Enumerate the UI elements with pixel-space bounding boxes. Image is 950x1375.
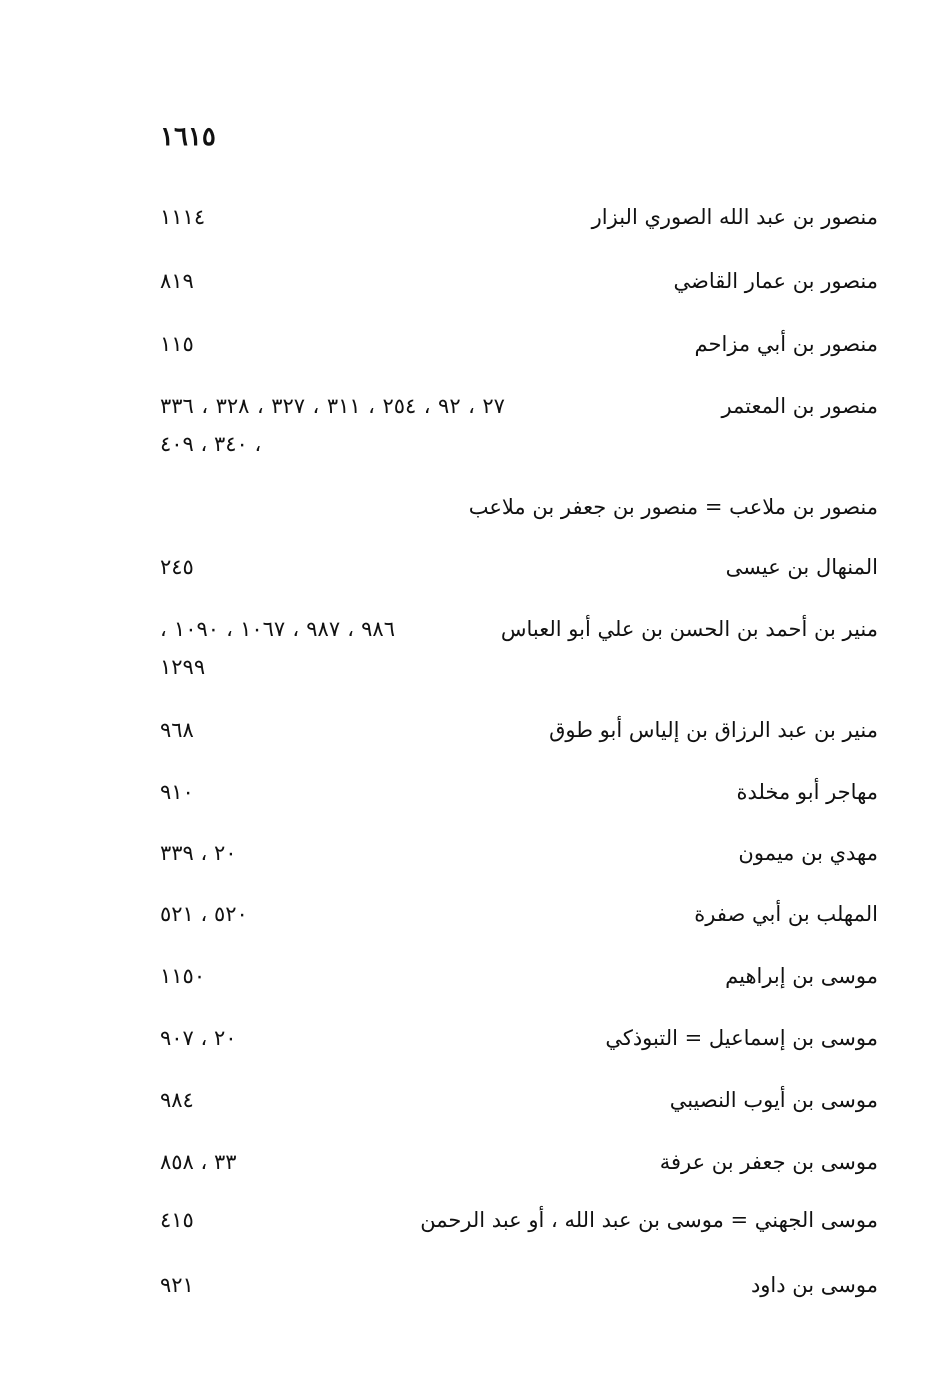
entry-page-refs: ٢٧ ، ٩٢ ، ٢٥٤ ، ٣١١ ، ٣٢٧ ، ٣٢٨ ، ٣٣٦ ، ٣٤٠ ، ٤٠٩ [160, 394, 505, 456]
entry-name: منصور بن أبي مزاحم [694, 332, 878, 356]
entry-name: موسى الجهني = موسى بن عبد الله ، أو عبد الرحمن [420, 1208, 878, 1232]
entry-name: المنهال بن عيسى [725, 555, 878, 579]
entry-name: موسى بن أيوب النصيبي [669, 1088, 878, 1112]
entry-page-refs: ٤١٥ [160, 1208, 194, 1232]
entry-page-refs: ٩٨٦ ، ٩٨٧ ، ١٠٦٧ ، ١٠٩٠ ، ١٢٩٩ [160, 617, 395, 679]
entry-page-refs: ٢٤٥ [160, 555, 194, 579]
entry-name: منصور بن ملاعب = منصور بن جعفر بن ملاعب [468, 495, 878, 519]
entry-name: منصور بن عبد الله الصوري البزار [591, 205, 878, 229]
entry-page-refs: ٩٢١ [160, 1273, 194, 1297]
entry-name: منير بن أحمد بن الحسن بن علي أبو العباس [500, 617, 878, 641]
entry-page-refs: ٩١٠ [160, 780, 194, 804]
entry-page-refs: ٥٢٠ ، ٥٢١ [160, 902, 248, 926]
page-number: ١٦١٥ [160, 122, 216, 152]
entry-name: موسى بن داود [750, 1273, 878, 1297]
entry-name: منير بن عبد الرزاق بن إلياس أبو طوق [549, 718, 878, 742]
entry-page-refs: ٢٠ ، ٩٠٧ [160, 1026, 237, 1050]
entry-name: المهلب بن أبي صفرة [694, 902, 878, 926]
entry-page-refs: ٩٦٨ [160, 718, 194, 742]
entry-page-refs: ٢٠ ، ٣٣٩ [160, 841, 237, 865]
entry-page-refs: ٩٨٤ [160, 1088, 194, 1112]
entry-page-refs: ٨١٩ [160, 269, 194, 293]
entry-name: منصور بن المعتمر [721, 394, 878, 418]
entry-page-refs: ١١٥٠ [160, 964, 206, 988]
entry-page-refs: ١١٥ [160, 332, 194, 356]
entry-name: مهدي بن ميمون [738, 841, 878, 865]
entry-name: موسى بن إسماعيل = التبوذكي [605, 1026, 878, 1050]
entry-page-refs: ٣٣ ، ٨٥٨ [160, 1150, 237, 1174]
entry-name: موسى بن إبراهيم [725, 964, 878, 988]
entry-name: منصور بن عمار القاضي [673, 269, 878, 293]
entry-name: موسى بن جعفر بن عرفة [659, 1150, 878, 1174]
entry-name: مهاجر أبو مخلدة [736, 780, 878, 804]
entry-page-refs: ١١١٤ [160, 205, 206, 229]
